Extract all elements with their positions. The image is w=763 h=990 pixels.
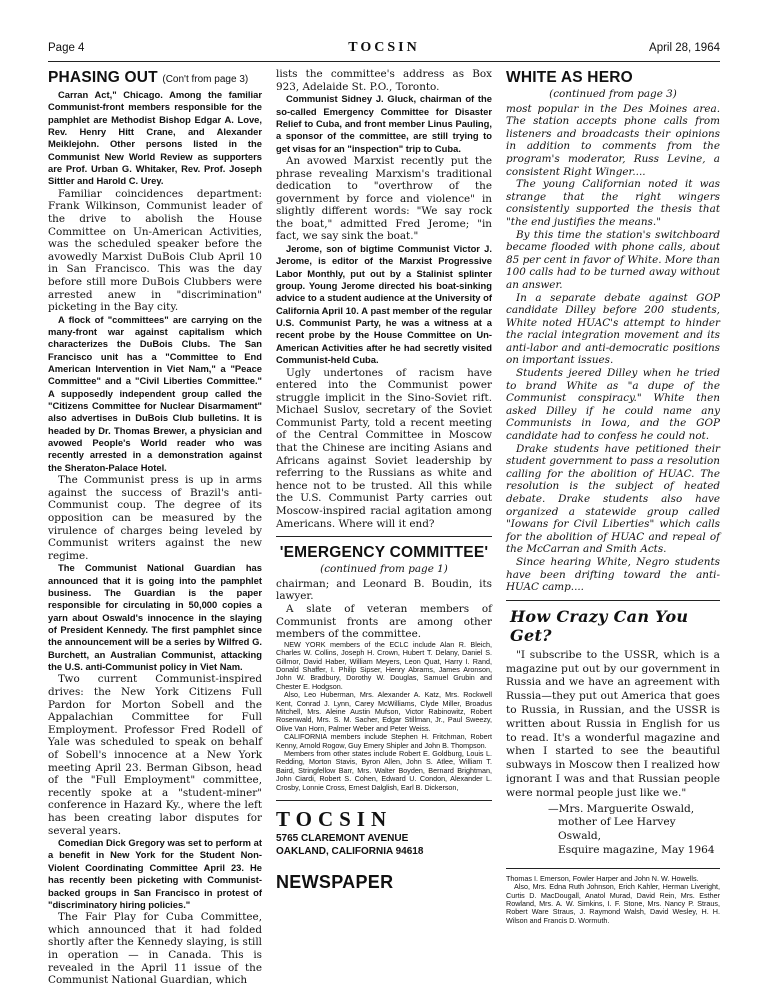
emergency-committee-body (276, 578, 492, 792)
page-header (48, 40, 720, 62)
page-number: Page 4 (48, 42, 85, 54)
paragraph: An avowed Marxist recently put the phrase revealing Marxism's traditional dedication to "overthrow of the government by force and violence" in slightly different words: "We say rock the boat," admitted Fred Jerome; "in fact, we say sink the boat." (276, 154, 492, 243)
attribution-line: mother of Lee Harvey Oswald, (558, 816, 676, 843)
publisher-name: TOCSIN (276, 807, 393, 832)
paragraph: Two current Communist-inspired drives: the New York Citizens Full Pardon for Morton Sobell and the Appalachian Committee for Full Employment. Professor Fred Rodell of Yale was scheduled to speak on behalf of Sobell's innocence at a New York meeting April 23. Berman Gibson, head of the "Full Employment" committee, recently spoke at a "student-miner" conference in Hazard Ky., where the left has been creating labor disputes for several years. (48, 673, 262, 837)
phasing-out-body (48, 89, 262, 987)
paragraph: The young Californian noted it was strange that the right wingers consistently supported the thesis that "the end justifies the means." (506, 178, 720, 228)
paragraph: most popular in the Des Moines area. The station accepts phone calls from listeners and broadcasts their opinions in addition to comments from the program's moderator, Russ Levine, a consistent Right Winger.... (506, 102, 720, 178)
paragraph: Since hearing White, Negro students have been drifting toward the anti-HUAC camp.... (506, 555, 720, 594)
paragraph: The Communist National Guardian has announced that it is going into the pamphlet business. The Guardian is the paper responsible for circulating in 50,000 copies a yarn about Oswald's innocence in the slaying of President Kennedy. The first pamphlet since the announcement will be a series by Wilfred G. Burchett, an Australian Communist, attacking the U.S. anti-Communist policy in Viet Nam. (48, 562, 262, 673)
names-continued (506, 875, 720, 925)
paragraph: Comedian Dick Gregory was set to perform at a benefit in New York for the Student Non-Violent Coordinating Committee April 23. He has recently been picketing with Communist-backed groups in San Francisco in protest of "discriminatory hiring policies." (48, 837, 262, 910)
paragraph: Drake students have petitioned their student government to pass a resolution calling for the abolition of HUAC. The resolution is the subject of heated debate. Drake students also have organized a statewide group called "Iowans for Civil Liberties" which calls for the abolition of HUAC and repeal of the McCarran and Smith Acts. (506, 442, 720, 556)
section-divider (276, 800, 492, 801)
paragraph: CALIFORNIA members include Stephen H. Fritchman, Robert Kenny, Arnold Rogow, Guy Emery Shipler and John B. Thompson. (276, 732, 492, 750)
section-divider (276, 536, 492, 537)
oswald-quote: "I subscribe to the USSR, which is a magazine put out by our government in Russia and we have an agreement with Russia—they put out America that goes to Russia, in Russian, and the USSR is written about Russia in English for us to read. It's a wonderful magazine and when I started to see the beautiful subways in Moscow then I realized how ignorant I was and that Russian people were normal people just like we." (506, 648, 720, 799)
section-divider (506, 868, 720, 869)
phasing-out-headline: PHASING OUT (Con't from page 3) (48, 69, 249, 86)
paragraph: Familiar coincidences department: Frank Wilkinson, Communist leader of the drive to abolish the House Committee on Un-American Activities, was the scheduled speaker before the avowedly Marxist DuBois Club April 10 in San Francisco. This was the day before still more DuBois Clubbers were arrested anew in "discrimination" picketing in the Bay city. (48, 187, 262, 314)
section-divider (506, 600, 720, 601)
middle-body (276, 68, 492, 530)
paragraph: The Communist press is up in arms against the success of Brazil's anti-Communist coup. The degree of its opposition can be measured by the virulence of charges being leveled by Communist writers against the new regime. (48, 474, 262, 562)
attribution-line: Esquire magazine, May 1964 (558, 843, 715, 856)
paragraph: Jerome, son of bigtime Communist Victor J. Jerome, is editor of the Marxist Progressive Labor Monthly, put out by a Stalinist splinter group. Young Jerome directed his boat-sinking advice to a student audience at the University of California April 10. A past member of the regular U.S. Communist Party, he was a witness at a recent probe by the House Committee on Un-American Activities after he had secretly visited Communist-held Cuba. (276, 243, 492, 366)
publisher-address-city: OAKLAND, CALIFORNIA 94618 (276, 846, 424, 858)
column-middle (276, 68, 492, 953)
paragraph: Also, Mrs. Edna Ruth Johnson, Erich Kahler, Herman Liveright, Curtis D. MacDougall, Anatol Murad, David Rein, Mrs. Esther Rowland, Mrs. A. W. Simkins, I. F. Stone, Mrs. Nancy P. Straus, Robert Ware Straus, J. Raymond Walsh, David Wesley, H. H. Wilson and Francis D. Wormuth. (506, 882, 720, 925)
paragraph: In a separate debate against GOP candidate Dilley before 200 students, White noted HUAC's attempt to hinder the racial integration movement and its anti-labor and anti-democratic positions on important issues. (506, 291, 720, 367)
paragraph: lists the committee's address as Box 923, Adelaide St. P.O., Toronto. (276, 68, 492, 93)
paragraph: By this time the station's switchboard became flooded with phone calls, about 85 per cent in favor of White. More than 100 calls had to be turned away without an answer. (506, 228, 720, 291)
continued-note: (continued from page 3) (549, 88, 677, 100)
paragraph: A slate of veteran members of Communist fronts are among other members of the committee. (276, 603, 492, 641)
newspaper-label: NEWSPAPER (276, 872, 394, 893)
attribution-line: —Mrs. Marguerite Oswald, (548, 802, 695, 815)
publisher-address-street: 5765 CLAREMONT AVENUE (276, 833, 409, 845)
white-as-hero-body (506, 103, 720, 594)
paragraph: Members from other states include Robert E. Goldburg, Louis L. Redding, Morton Stavis, Byron Allen, John S. Atlee, William T. Baird, Stringfellow Barr, Mrs. Walter Boyden, Bernard Brightman, John Ciardi, Robert S. Cohen, Edward U. Condon, Alexander L. Crosby, Lonnie Cross, Ernest Dalglish, Earl B. Dickerson, (276, 749, 492, 792)
paragraph: The Fair Play for Cuba Committee, which announced that it had folded shortly after the Kennedy slaying, is still in operation — in Canada. This is revealed in the April 11 issue of the Communist National Guardian, which (48, 911, 262, 987)
continued-note: (Con't from page 3) (162, 74, 249, 85)
header-rule (48, 61, 720, 62)
paragraph: Ugly undertones of racism have entered into the Communist power struggle implicit in the Sino-Soviet rift. Michael Suslov, secretary of the Soviet Communist Party, told a recent meeting of the Central Committee in Moscow that the Chinese are inciting Asians and Africans against Soviet leadership by referring to the Russians as white and hence not to be trusted. All this while the U.S. Communist Party carries out Moscow-inspired racial agitation among Americans. Where will it end? (276, 366, 492, 530)
issue-date: April 28, 1964 (649, 42, 720, 54)
paragraph: chairman; and Leonard B. Boudin, its lawyer. (276, 577, 492, 603)
paragraph: Communist Sidney J. Gluck, chairman of the so-called Emergency Committee for Disaster Relief to Cuba, and front member Linus Pauling, a sponsor of the committee, are still trying to get visas for an "inspection" trip to Cuba. (276, 93, 492, 154)
paragraph: Thomas I. Emerson, Fowler Harper and John N. W. Howells. (506, 873, 699, 883)
column-right (506, 68, 720, 953)
masthead: TOCSIN (348, 40, 420, 55)
paragraph: Also, Leo Huberman, Mrs. Alexander A. Katz, Mrs. Rockwell Kent, Conrad J. Lynn, Carey McWilliams, Clyde Miller, Broadus Mitchell, Mrs. Aleine Austin Mufson, Victor Rabinowitz, Robert Rosenwald, Mrs. S. M. Sacher, Edgar Stillman, Jr., Paul Sweezy, Olive Van Horn, Palmer Weber and Peter Weiss. (276, 690, 492, 733)
paragraph: Students jeered Dilley when he tried to brand White as "a dupe of the Communist conspiracy." White then asked Dilley if he could name any Communists in Iowa, and the GOP candidate had to confess he could not. (506, 367, 720, 443)
white-as-hero-headline: WHITE AS HERO (506, 69, 633, 86)
quote-attribution (506, 803, 720, 858)
paragraph: A flock of "committees" are carrying on the many-front war against capitalism which characterizes the DuBois Clubs. The San Francisco unit has a "Committee to End American Intervention in Viet Nam," a "Peace Committee" and a "Civil Liberties Committee." A supposedly independent group called the "Citizens Committee for Nuclear Disarmament" also advertises in DuBois Club bulletins. It is headed by Dr. Thomas Brewer, a physician and avowed People's World reader who was recently arrested in a demonstration against the Sheraton-Palace Hotel. (48, 313, 262, 473)
paragraph: Carran Act," Chicago. Among the familiar Communist-front members responsible for the pamphlet are Methodist Bishop Edgar A. Love, Rev. Henry Hitt Crane, and Alexander Meiklejohn. Other persons listed in the Communist New World Review as supporters are Prof. Urban G. Whitaker, Rev. Prof. Joseph Sittler and Harold C. Urey. (48, 89, 262, 187)
continued-note: (continued from page 1) (320, 563, 448, 576)
publisher-box (276, 807, 492, 893)
paragraph: NEW YORK members of the ECLC include Alan R. Bleich, Charles W. Collins, Joseph H. Crown, Hubert T. Delany, Daniel S. Gillmor, David Haber, William Meyers, Leon Quat, Harry I. Rand, Donald Shaffer, I. Philip Sipser, Henry Abrams, James Aronson, John W. Bradbury, Dorothy W. Douglas, Samuel Grubin and Chester E. Hodgson. (276, 639, 492, 691)
emergency-committee-headline: 'EMERGENCY COMMITTEE' (279, 544, 489, 562)
column-left (48, 68, 262, 987)
crazy-headline: How Crazy Can You Get? (510, 606, 689, 645)
